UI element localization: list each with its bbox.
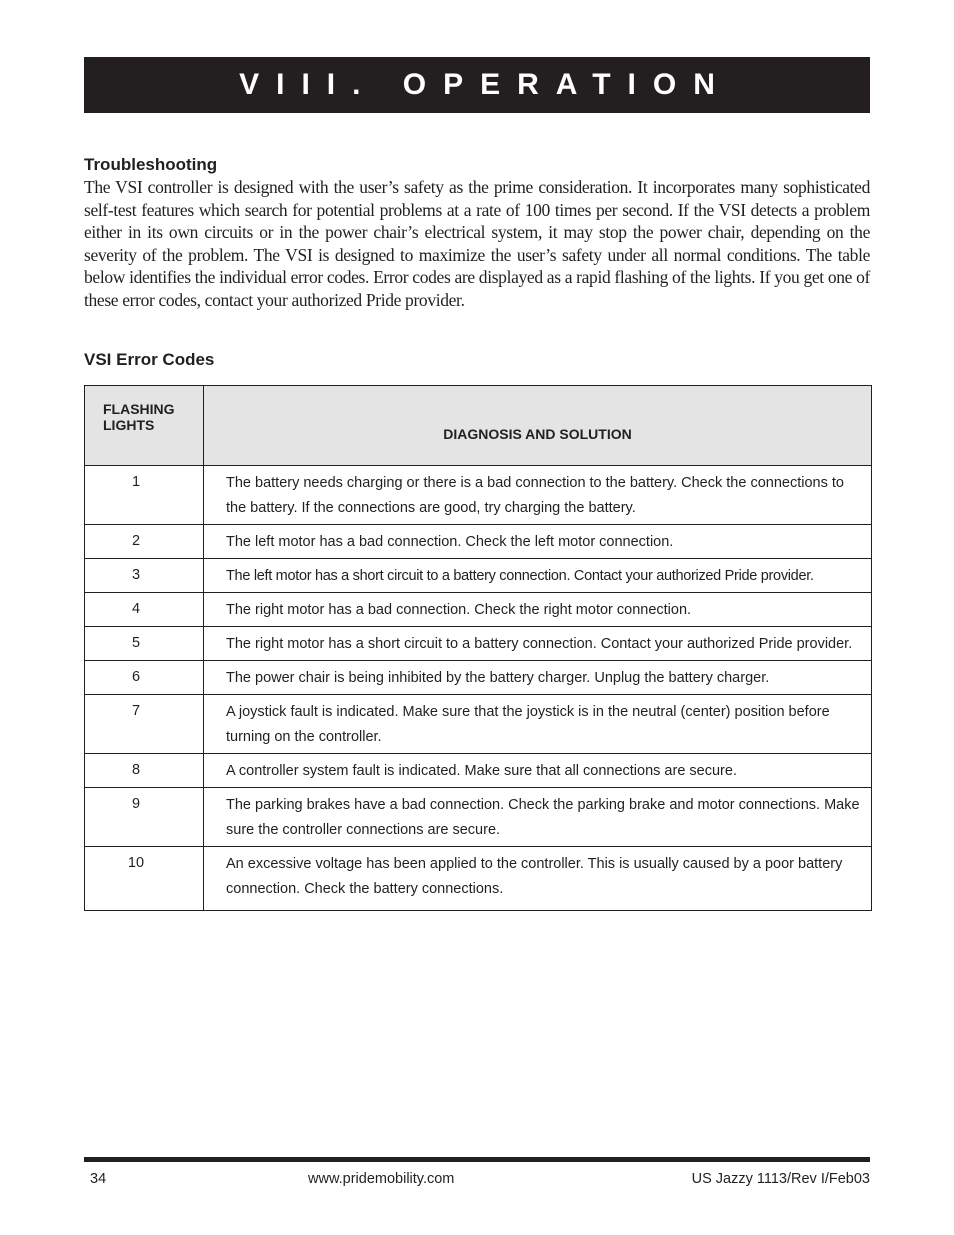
table-row xyxy=(85,661,872,695)
diagnosis-text: The left motor has a bad connection. Check the left motor connection. xyxy=(204,525,872,559)
section-title: VIII. OPERATION xyxy=(239,68,732,101)
table-row xyxy=(85,847,872,911)
diagnosis-text: A controller system fault is indicated. Make sure that all connections are secure. xyxy=(204,754,872,788)
lights-count: 5 xyxy=(85,627,204,661)
table-row xyxy=(85,695,872,754)
lights-count: 4 xyxy=(85,593,204,627)
diagnosis-text: The power chair is being inhibited by the battery charger. Unplug the battery charger. xyxy=(204,661,872,695)
flashing-lights-header-line1: FLASHING xyxy=(103,401,175,417)
table-row xyxy=(85,466,872,525)
flashing-lights-header-line2: LIGHTS xyxy=(103,417,155,433)
table-header-row xyxy=(85,386,872,466)
section-banner xyxy=(84,57,870,113)
diagnosis-text: The right motor has a bad connection. Check the right motor connection. xyxy=(204,593,872,627)
page-number: 34 xyxy=(90,1171,107,1187)
lights-count: 2 xyxy=(85,525,204,559)
lights-count: 3 xyxy=(85,559,204,593)
diagnosis-text: The left motor has a short circuit to a battery connection. Contact your authorized Pride provider. xyxy=(204,559,872,593)
lights-count: 9 xyxy=(85,788,204,847)
table-row xyxy=(85,593,872,627)
document-id: US Jazzy 1113/Rev I/Feb03 xyxy=(691,1171,870,1187)
diagnosis-text: The right motor has a short circuit to a battery connection. Contact your authorized Pride provider. xyxy=(204,627,872,661)
lights-count: 7 xyxy=(85,695,204,754)
lights-count: 1 xyxy=(85,466,204,525)
error-codes-table xyxy=(84,385,872,911)
lights-count: 10 xyxy=(85,847,204,911)
lights-count: 8 xyxy=(85,754,204,788)
diagnosis-text: The parking brakes have a bad connection. Check the parking brake and motor connections. Make sure the controller connections are secure. xyxy=(204,788,872,847)
diagnosis-header: DIAGNOSIS AND SOLUTION xyxy=(204,386,872,466)
table-row xyxy=(85,627,872,661)
website-link[interactable]: www.pridemobility.com xyxy=(308,1171,455,1187)
diagnosis-text: A joystick fault is indicated. Make sure that the joystick is in the neutral (center) position before turning on the controller. xyxy=(204,695,872,754)
troubleshooting-heading: Troubleshooting xyxy=(84,155,218,174)
troubleshooting-body: The VSI controller is designed with the user’s safety as the prime consideration. It incorporates many sophisticated self-test features which search for potential problems at a rate of 100 times per second. If the VSI detects a problem either in its own circuits or in the power chair’s electrical system, it may stop the power chair, depending on the severity of the problem. The VSI is designed to maximize the user’s safety under all normal conditions. The table below identifies the individual error codes. Error codes are displayed as a rapid flashing of the lights. If you get one of these error codes, contact your authorized Pride provider. xyxy=(84,177,870,310)
table-row xyxy=(85,754,872,788)
error-codes-heading: VSI Error Codes xyxy=(84,350,215,369)
diagnosis-text: The battery needs charging or there is a bad connection to the battery. Check the connections to the battery. If the connections are good, try charging the battery. xyxy=(204,466,872,525)
table-row xyxy=(85,559,872,593)
diagnosis-text: An excessive voltage has been applied to the controller. This is usually caused by a poor battery connection. Check the battery connections. xyxy=(204,847,872,911)
flashing-lights-header xyxy=(85,386,204,466)
footer-divider xyxy=(84,1157,870,1162)
lights-count: 6 xyxy=(85,661,204,695)
table-row xyxy=(85,788,872,847)
table-row xyxy=(85,525,872,559)
